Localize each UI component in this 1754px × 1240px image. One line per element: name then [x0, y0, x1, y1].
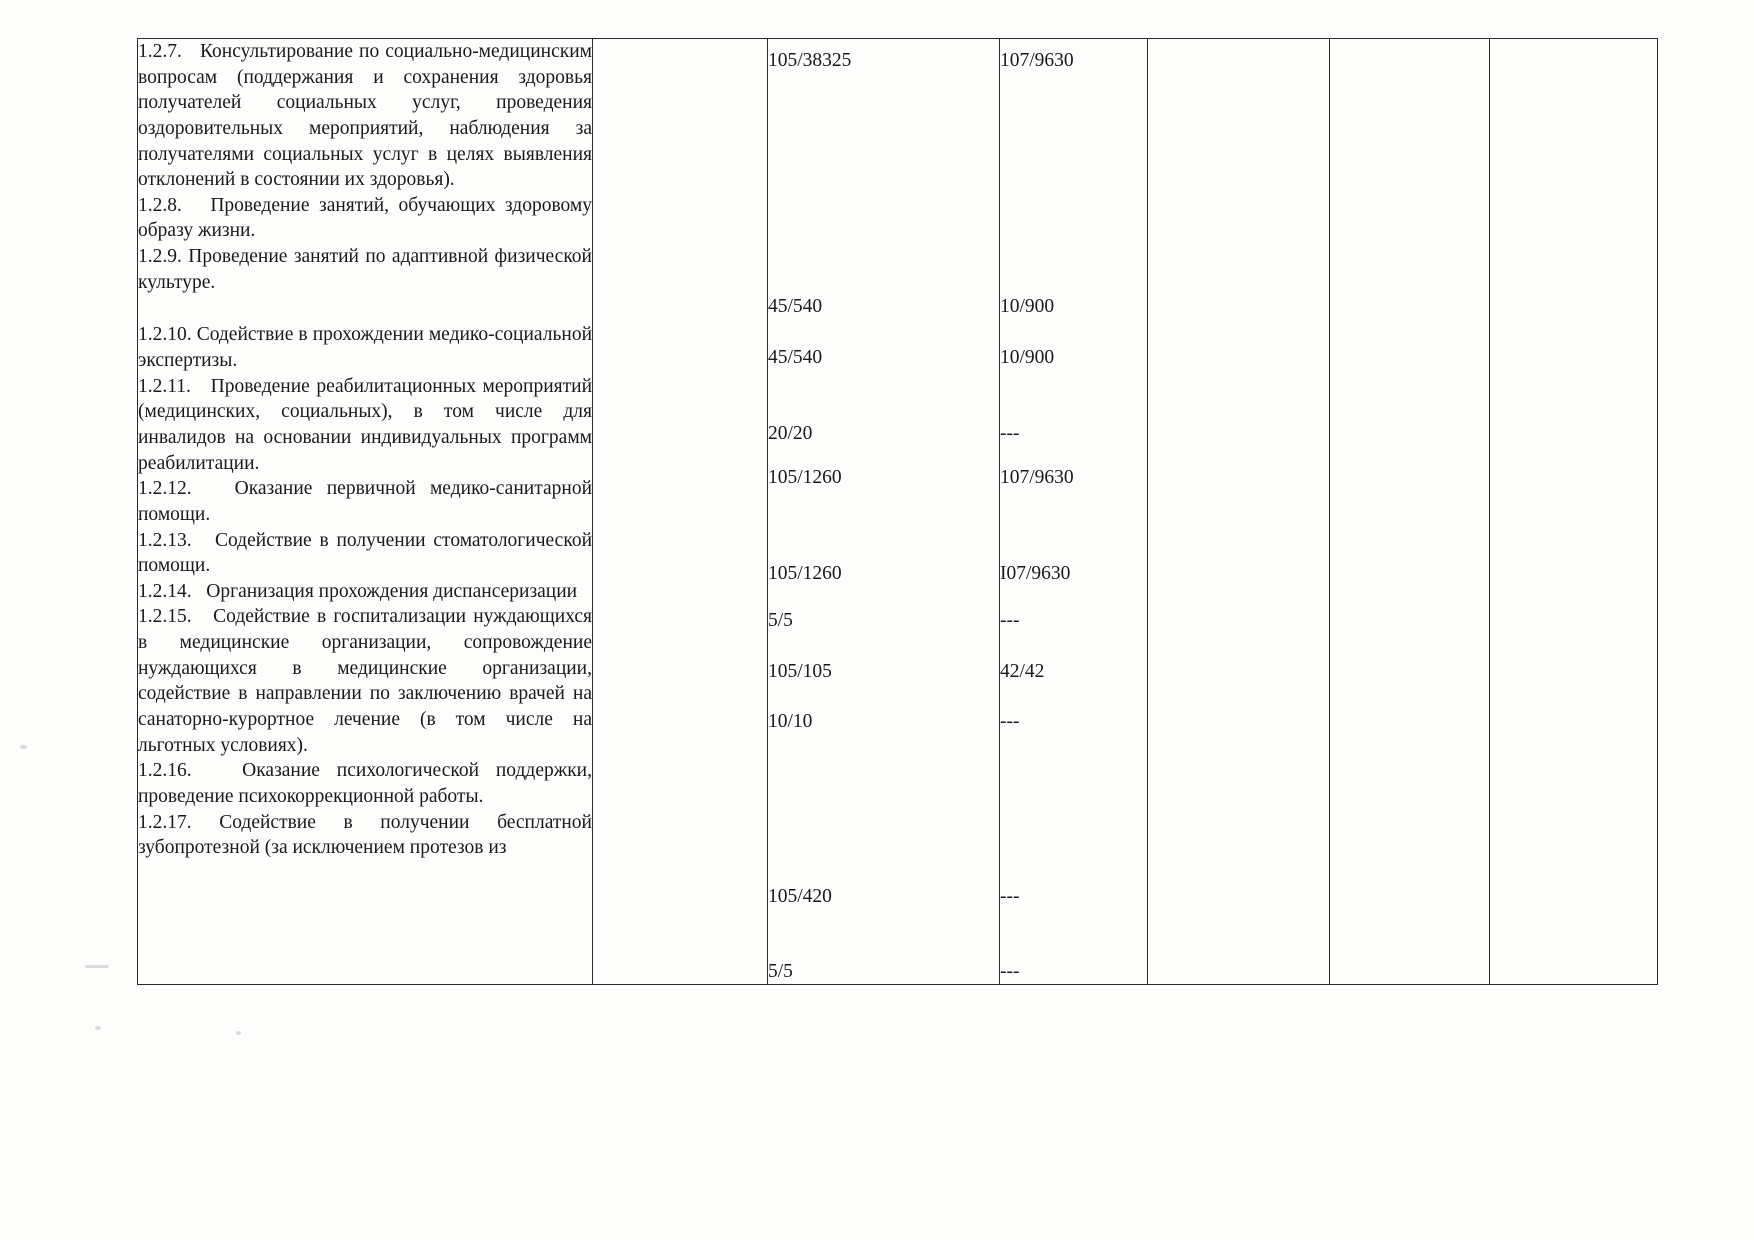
value2-column [1000, 39, 1148, 985]
value1-column [768, 39, 1000, 985]
value1-1-2-9: 45/540 [768, 346, 823, 368]
row-body-1-2-14: Организация прохождения диспансеризации [206, 580, 578, 602]
value1-1-2-13: 5/5 [768, 610, 793, 632]
value2-1-2-9: 10/900 [1000, 346, 1055, 368]
row-number-1-2-13: 1.2.13. [138, 529, 192, 551]
table-row [138, 39, 1658, 985]
value1-1-2-10: 20/20 [768, 423, 813, 445]
scan-speck [85, 965, 109, 968]
value1-1-2-11: 105/1260 [768, 466, 842, 488]
row-number-1-2-12: 1.2.12. [138, 478, 192, 500]
row-number-1-2-10: 1.2.10. [138, 324, 192, 346]
value2-1-2-7: 107/9630 [1000, 50, 1074, 71]
row-text-1-2-16 [138, 758, 592, 809]
row-text-1-2-9 [138, 244, 592, 295]
row-number-1-2-14: 1.2.14. [138, 580, 192, 602]
value2-1-2-13: --- [1000, 610, 1020, 632]
row-text-1-2-12 [138, 476, 592, 527]
row-number-1-2-7: 1.2.7. [138, 41, 182, 62]
value1-1-2-15: 10/10 [768, 711, 813, 732]
value1-1-2-12: 105/1260 [768, 562, 842, 584]
value1-1-2-17: 5/5 [768, 960, 793, 982]
value2-1-2-11: 107/9630 [1000, 466, 1074, 488]
row-body-1-2-11: Проведение реабилитационных мероприятий (медицинских, социальных), в том числе для инвалидов на основании индивидуальных программ реабилитации. [138, 375, 593, 474]
row-text-1-2-7 [138, 39, 592, 193]
row-body-1-2-12: Оказание первичной медико-санитарной помощи. [138, 478, 592, 525]
value1-1-2-7: 105/38325 [768, 50, 852, 71]
value2-1-2-17: --- [1000, 960, 1020, 982]
value2-1-2-14: 42/42 [1000, 660, 1045, 682]
row-text-1-2-13 [138, 528, 592, 579]
scan-speck [20, 745, 27, 749]
services-table [137, 38, 1658, 985]
row-number-1-2-16: 1.2.16. [138, 760, 192, 782]
row-body-1-2-7: Консультирование по социально-медицинским вопросам (поддержания и сохранения здоровья получателей социальных услуг, проведения оздоровительных мероприятий, наблюдения за получателями социальных услуг в целях выявления отклонений в состоянии их здоровья). [138, 41, 592, 191]
row-body-1-2-15: Содействие в госпитализации нуждающихся в медицинские организации, сопровождение нуждающихся в медицинские организации, содействие в направлении по заключению врачей на санаторно-курортное лечение (в том числе на льготных условиях). [138, 606, 593, 756]
row-text-1-2-10 [138, 322, 592, 373]
row-text-1-2-14 [138, 579, 592, 605]
row-body-1-2-8: Проведение занятий, обучающих здоровому образу жизни. [138, 194, 592, 242]
row-text-1-2-11 [138, 374, 592, 477]
row-number-1-2-17: 1.2.17. [138, 811, 192, 833]
row-body-1-2-17: Содействие в получении бесплатной зубопротезной (за исключением протезов из [138, 811, 592, 859]
value2-1-2-8: 10/900 [1000, 296, 1055, 318]
row-number-1-2-11: 1.2.11. [138, 375, 191, 397]
blank-column-3 [1330, 39, 1490, 985]
row-text-1-2-8 [138, 193, 592, 244]
row-number-1-2-9: 1.2.9. [138, 246, 182, 268]
value2-1-2-10: --- [1000, 423, 1020, 445]
row-body-1-2-10: Содействие в прохождении медико-социальной экспертизы. [138, 324, 592, 372]
value1-1-2-8: 45/540 [768, 296, 823, 318]
row-text-1-2-17 [138, 810, 592, 861]
row-text-1-2-15 [138, 604, 592, 758]
row-number-1-2-15: 1.2.15. [138, 606, 192, 628]
description-cell [138, 39, 593, 985]
scan-speck [95, 1026, 101, 1030]
scan-speck [236, 1031, 241, 1035]
value2-1-2-15: --- [1000, 711, 1020, 732]
blank-column-2 [1148, 39, 1330, 985]
row-body-1-2-13: Содействие в получении стоматологической помощи. [138, 529, 593, 577]
value1-1-2-14: 105/105 [768, 660, 832, 682]
row-number-1-2-8: 1.2.8. [138, 194, 182, 216]
blank-column-4 [1490, 39, 1658, 985]
row-body-1-2-9: Проведение занятий по адаптивной физической культуре. [138, 246, 592, 293]
value2-1-2-16: --- [1000, 886, 1020, 908]
value1-1-2-16: 105/420 [768, 886, 832, 908]
row-body-1-2-16: Оказание психологической поддержки, проведение психокоррекционной работы. [138, 760, 592, 807]
value2-1-2-12: I07/9630 [1000, 562, 1071, 584]
paragraph-gap [138, 295, 592, 322]
services-table-container [137, 38, 1657, 983]
blank-column-1 [593, 39, 768, 985]
